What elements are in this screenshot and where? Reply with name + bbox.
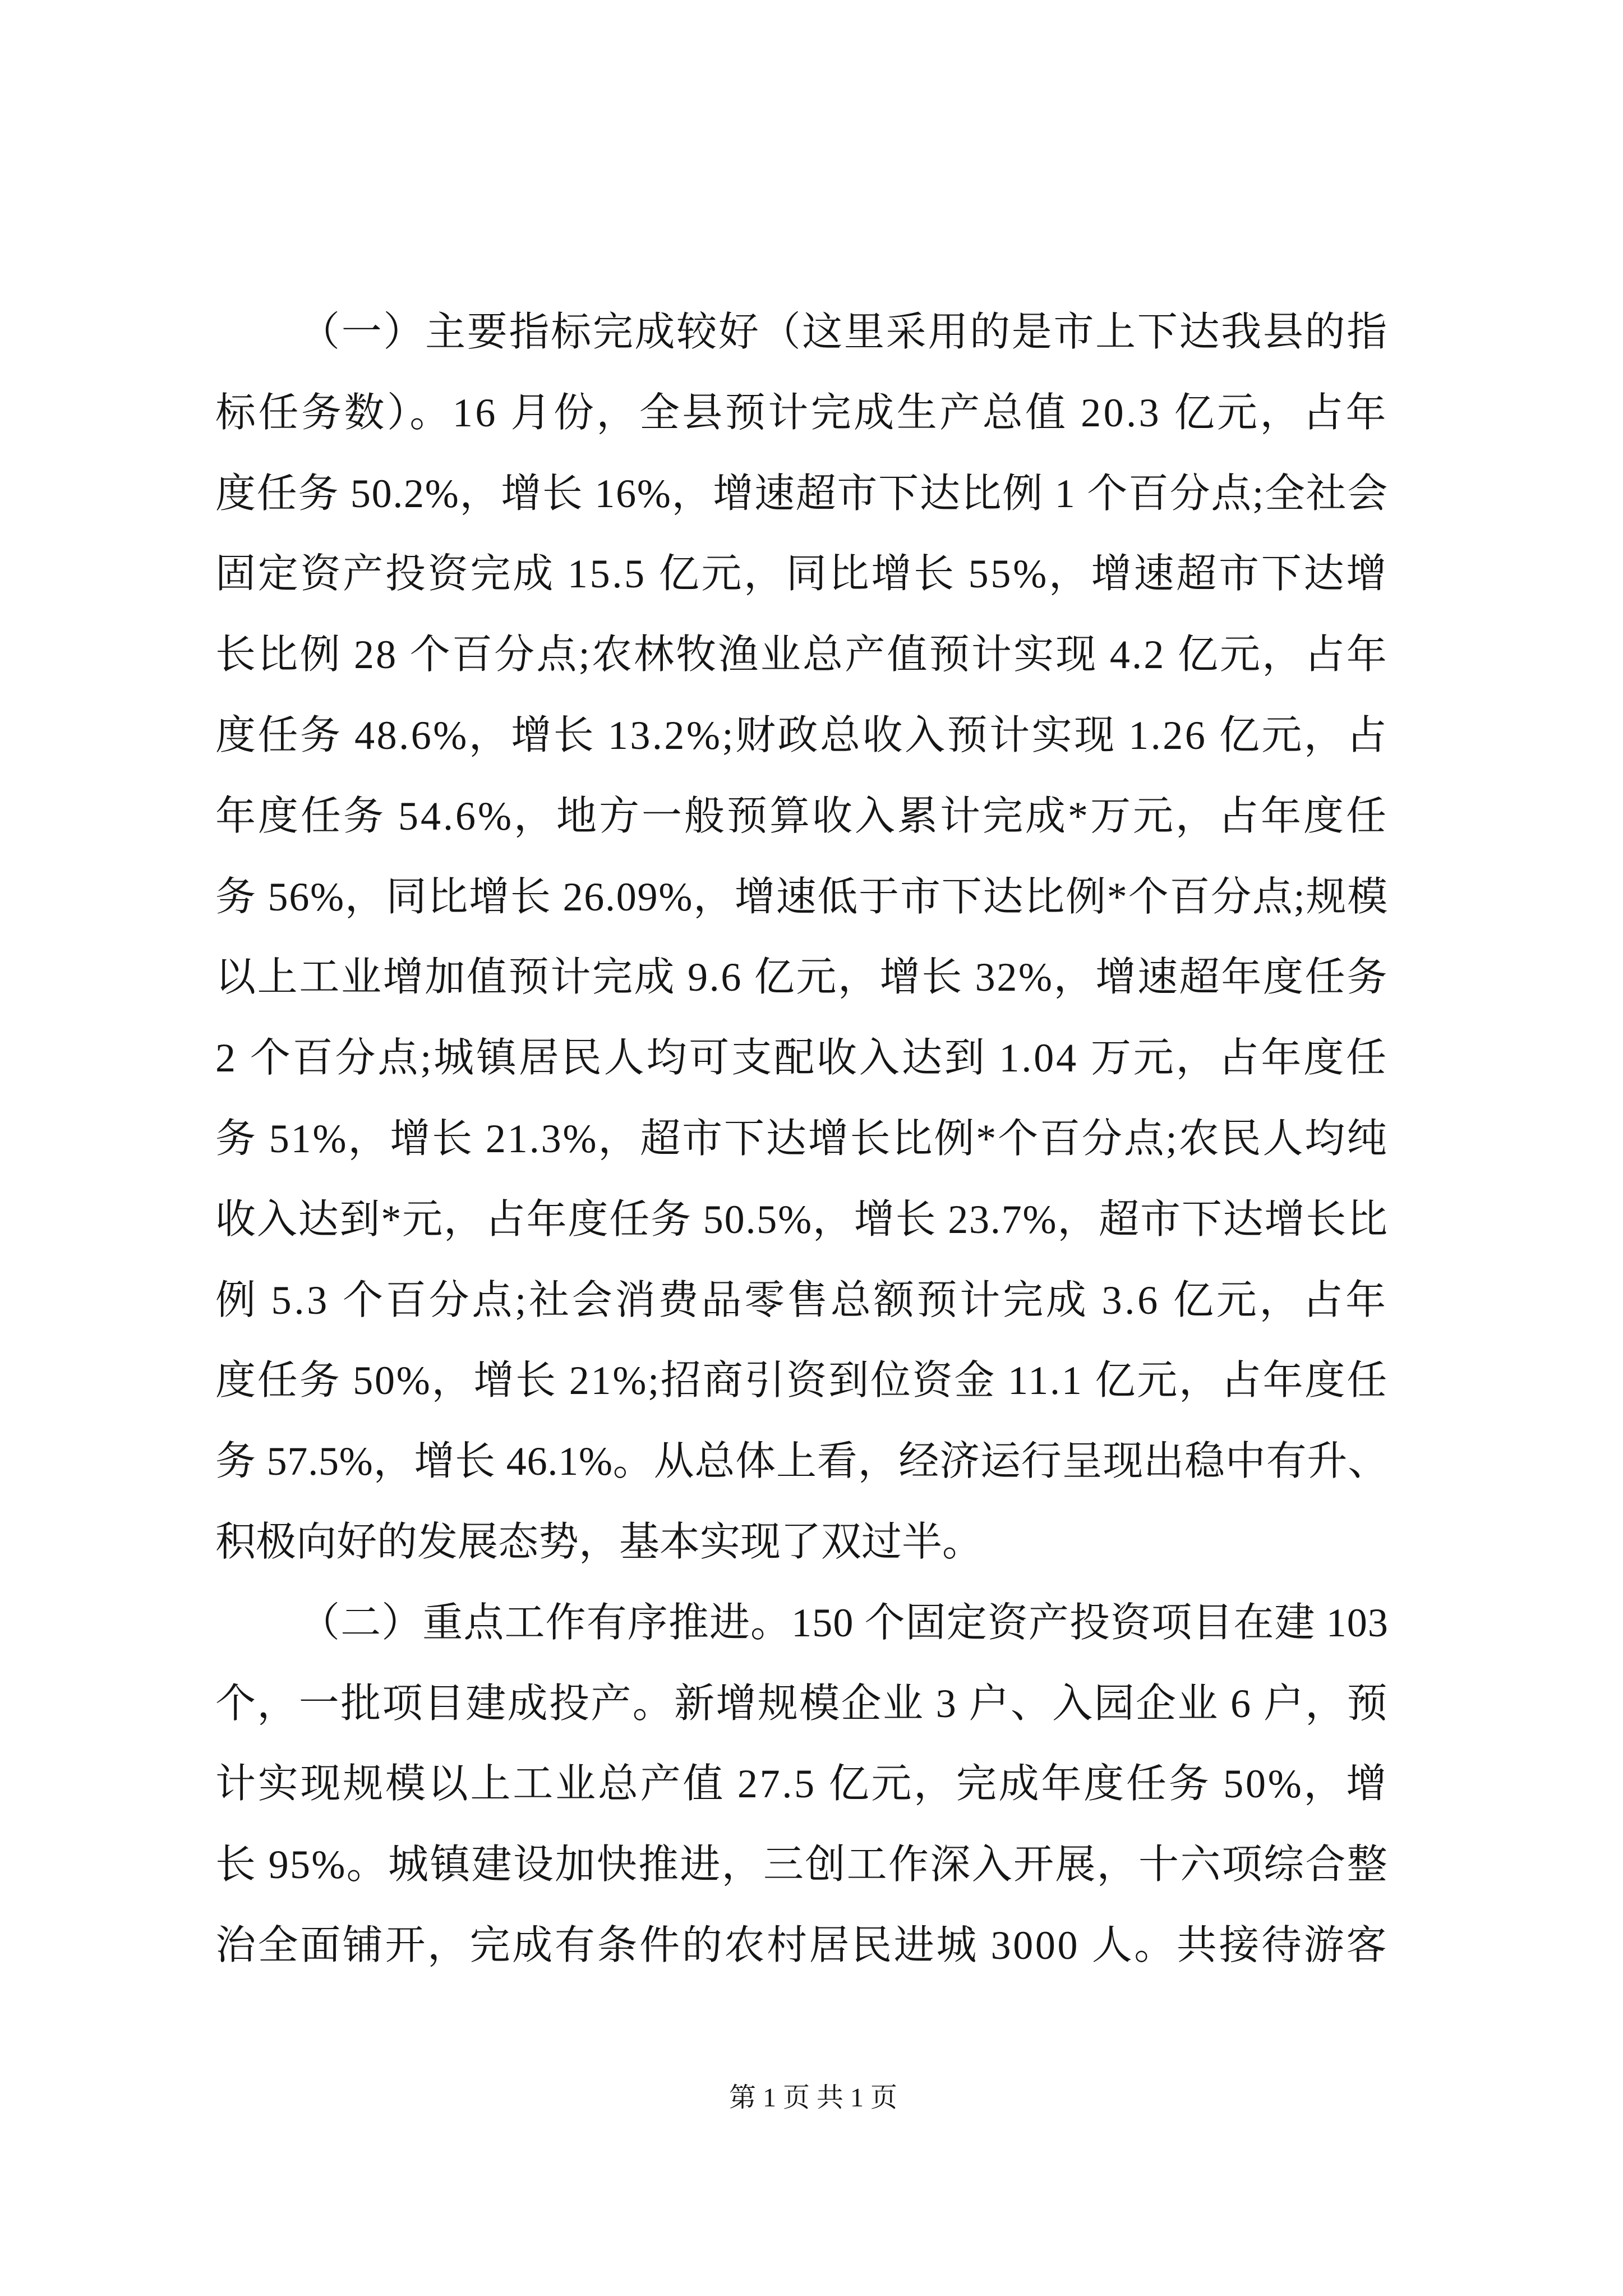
line-text: 以上工业增加值预计完成 9.6 亿元，增长 32%，增速超年度任务: [215, 955, 1389, 1000]
text-line: [215, 1744, 1389, 1825]
text-line: [215, 696, 1389, 776]
text-line: [215, 1825, 1389, 1906]
text-line: [215, 1906, 1389, 1986]
line-text: 度任务 48.6%，增长 13.2%;财政总收入预计实现 1.26 亿元，占: [215, 712, 1389, 758]
line-text: 长比例 28 个百分点;农林牧渔业总产值预计实现 4.2 亿元，占年: [215, 632, 1389, 678]
line-text: 度任务 50.2%，增长 16%，增速超市下达比例 1 个百分点;全社会: [215, 471, 1389, 516]
line-text: 个，一批项目建成投产。新增规模企业 3 户、入园企业 6 户，预: [215, 1681, 1389, 1726]
text-line: [215, 454, 1389, 535]
line-text: 例 5.3 个百分点;社会消费品零售总额预计完成 3.6 亿元，占年: [215, 1277, 1389, 1323]
text-line: [215, 615, 1389, 696]
line-text: （一）主要指标完成较好（这里采用的是市上下达我县的指: [299, 310, 1389, 355]
line-text: 收入达到*元，占年度任务 50.5%，增长 23.7%，超市下达增长比: [215, 1197, 1389, 1242]
text-line: [215, 1502, 1389, 1583]
text-line: [215, 1260, 1389, 1341]
line-text: 固定资产投资完成 15.5 亿元，同比增长 55%，增速超市下达增: [215, 551, 1389, 597]
text-line: [215, 937, 1389, 1018]
line-text: 年度任务 54.6%，地方一般预算收入累计完成*万元，占年度任: [215, 793, 1389, 839]
page-number-label: 第 1 页 共 1 页: [729, 2083, 898, 2113]
text-line: [215, 1664, 1389, 1745]
text-line: [215, 776, 1389, 857]
text-line: [215, 857, 1389, 938]
line-text: 积极向好的发展态势，基本实现了双过半。: [215, 1519, 983, 1565]
line-text: 2 个百分点;城镇居民人均可支配收入达到 1.04 万元，占年度任: [215, 1036, 1389, 1081]
text-line: [215, 534, 1389, 615]
text-line: [215, 1583, 1389, 1664]
paragraph-main-indicators: [215, 292, 1389, 1583]
line-text: 务 57.5%，增长 46.1%。从总体上看，经济运行呈现出稳中有升、: [215, 1439, 1389, 1484]
line-text: 计实现规模以上工业总产值 27.5 亿元，完成年度任务 50%，增: [215, 1761, 1389, 1807]
line-text: 务 51%，增长 21.3%，超市下达增长比例*个百分点;农民人均纯: [215, 1116, 1389, 1161]
text-line: [215, 373, 1389, 454]
line-text: （二）重点工作有序推进。150 个固定资产投资项目在建 103: [299, 1600, 1389, 1645]
text-line: [215, 1099, 1389, 1180]
text-line: [215, 1180, 1389, 1260]
body-text: [215, 292, 1389, 1986]
line-text: 标任务数）。16 月份，全县预计完成生产总值 20.3 亿元，占年: [215, 390, 1389, 435]
text-line: [215, 1341, 1389, 1421]
text-line: [215, 292, 1389, 373]
text-line: [215, 1421, 1389, 1502]
page-footer: [729, 2082, 897, 2114]
text-line: [215, 1018, 1389, 1099]
line-text: 务 56%，同比增长 26.09%，增速低于市下达比例*个百分点;规模: [215, 874, 1389, 919]
paragraph-key-work: [215, 1583, 1389, 1986]
line-text: 治全面铺开，完成有条件的农村居民进城 3000 人。共接待游客: [215, 1922, 1389, 1968]
line-text: 度任务 50%，增长 21%;招商引资到位资金 11.1 亿元，占年度任: [215, 1358, 1389, 1404]
line-text: 长 95%。城镇建设加快推进，三创工作深入开展，十六项综合整: [215, 1842, 1389, 1888]
